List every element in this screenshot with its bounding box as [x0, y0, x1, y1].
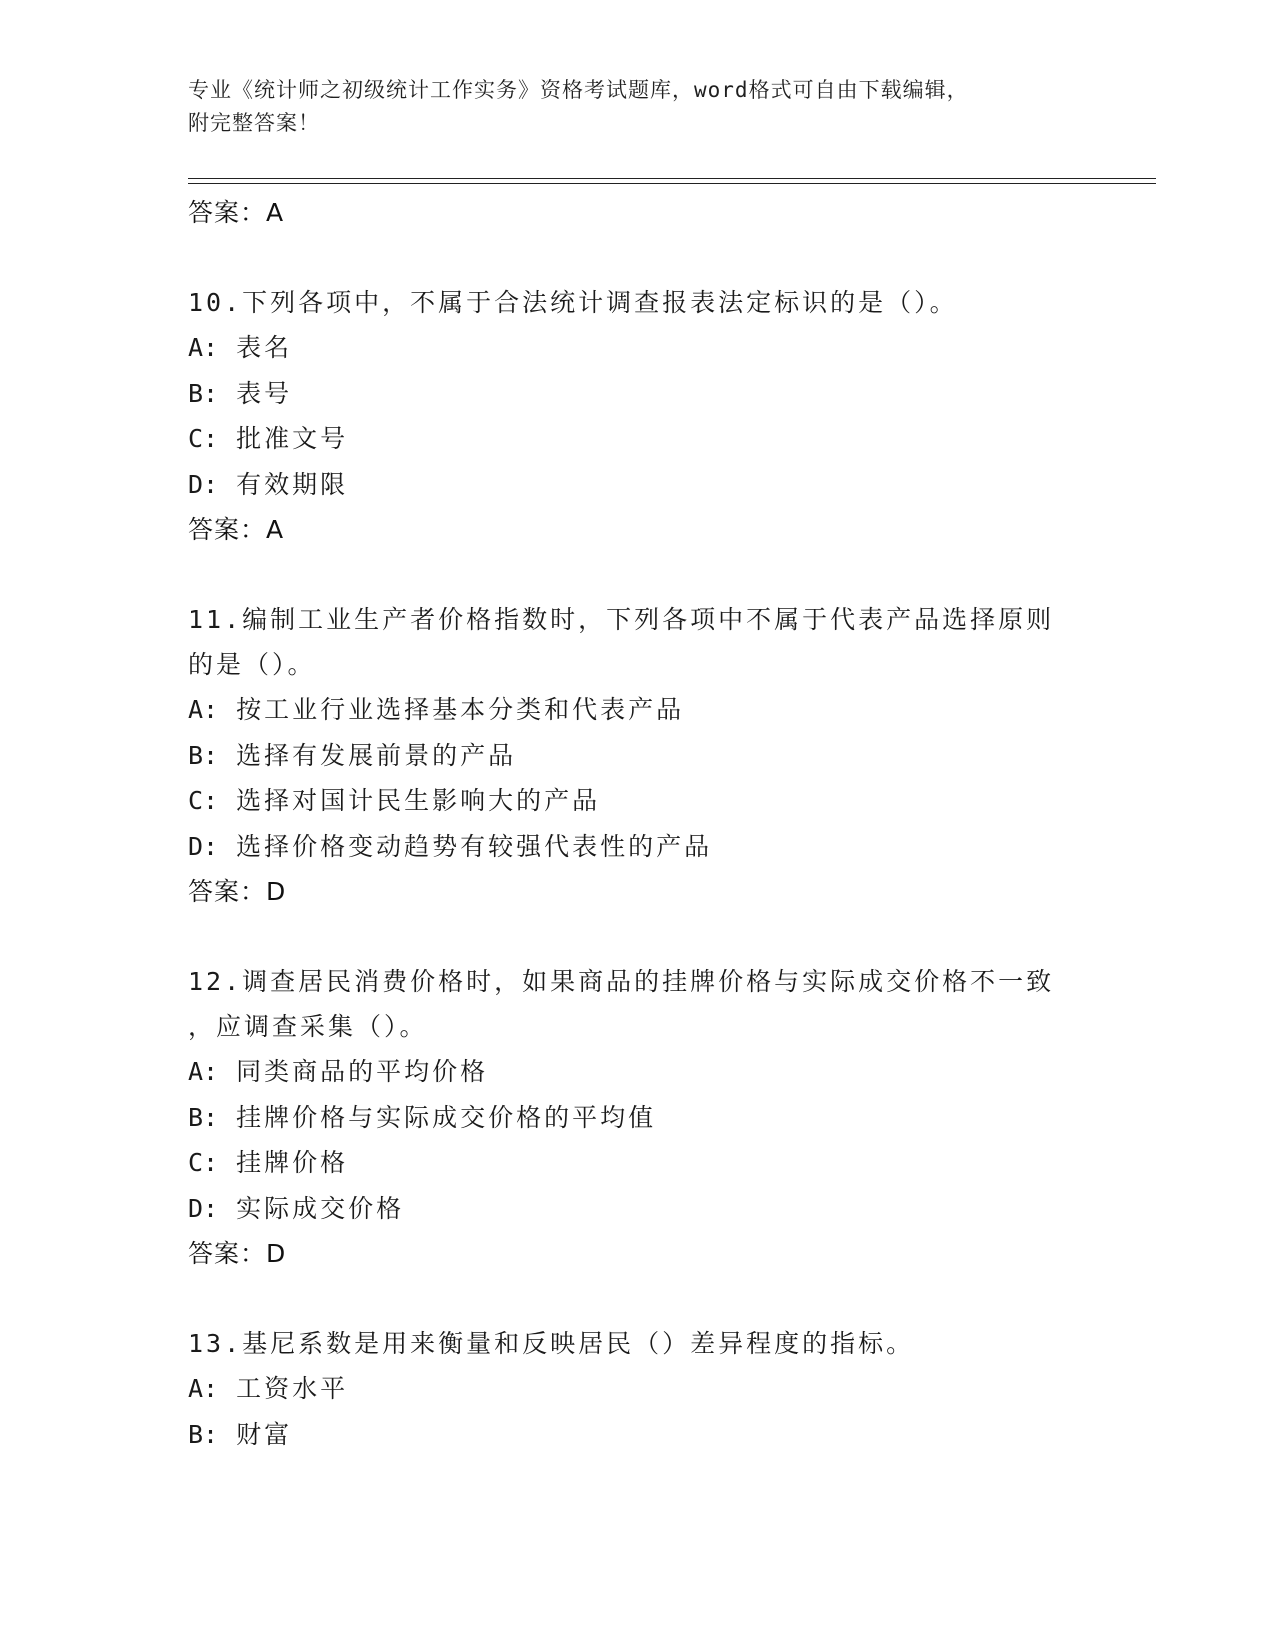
question-stem-line-1: 12.调查居民消费价格时，如果商品的挂牌价格与实际成交价格不一致 [188, 967, 1055, 996]
option-a [188, 1366, 1088, 1412]
option-b [188, 1095, 1088, 1141]
option-a [188, 1049, 1088, 1095]
option-text: 表名 [236, 333, 293, 362]
question-stem: 13.基尼系数是用来衡量和反映居民（）差异程度的指标。 [188, 1329, 915, 1358]
option-letter: D: [188, 1193, 219, 1223]
answer-value: D [266, 1239, 287, 1268]
option-letter: A: [188, 1057, 219, 1086]
option-letter: C: [188, 786, 219, 815]
question-12 [188, 959, 1088, 1276]
question-11 [188, 597, 1088, 914]
document-header [188, 74, 1088, 140]
option-text: 有效期限 [236, 469, 349, 499]
option-text: 选择对国计民生影响大的产品 [236, 786, 601, 815]
question-answer [188, 1231, 1088, 1276]
option-b [188, 1412, 1088, 1458]
option-letter: C: [188, 1148, 219, 1177]
option-text: 批准文号 [236, 424, 349, 453]
option-text: 挂牌价格与实际成交价格的平均值 [236, 1102, 657, 1132]
option-text: 挂牌价格 [236, 1148, 349, 1177]
option-letter: A: [188, 333, 219, 362]
option-c [188, 416, 1088, 462]
option-text: 选择价格变动趋势有较强代表性的产品 [236, 831, 713, 861]
question-answer [188, 507, 1088, 552]
question-list [188, 190, 1088, 1457]
answer-label: 答案： [188, 1239, 267, 1268]
answer-value: A [266, 198, 285, 227]
option-letter: B: [188, 1419, 219, 1449]
question-stem-line-1: 11.编制工业生产者价格指数时，下列各项中不属于代表产品选择原则 [188, 605, 1055, 634]
header-line-1: 专业《统计师之初级统计工作实务》资格考试题库，word格式可自由下载编辑， [188, 78, 969, 102]
question-answer [188, 869, 1088, 914]
option-text: 实际成交价格 [236, 1193, 405, 1223]
option-letter: D: [188, 831, 219, 861]
option-text: 表号 [236, 378, 293, 408]
option-a [188, 325, 1088, 371]
answer-label: 答案： [188, 198, 267, 227]
question-stem: 10.下列各项中，不属于合法统计调查报表法定标识的是（）。 [188, 288, 958, 317]
question-stem-line-2: 的是（）。 [188, 650, 316, 679]
option-letter: B: [188, 740, 219, 770]
answer-value: A [266, 515, 285, 544]
option-text: 财富 [236, 1419, 293, 1449]
question-13 [188, 1321, 1088, 1457]
option-b [188, 371, 1088, 417]
answer-label: 答案： [188, 515, 267, 544]
option-letter: B: [188, 378, 219, 408]
option-c [188, 1140, 1088, 1186]
answer-value: D [266, 877, 287, 906]
option-letter: A: [188, 695, 219, 724]
option-b [188, 733, 1088, 779]
header-divider-bottom [188, 183, 1156, 184]
option-a [188, 687, 1088, 733]
question-stem-line-2: ，应调查采集（）。 [188, 1012, 428, 1041]
question-10 [188, 280, 1088, 552]
option-d [188, 462, 1088, 508]
header-line-2: 附完整答案！ [188, 111, 320, 135]
option-d [188, 1186, 1088, 1232]
option-text: 按工业行业选择基本分类和代表产品 [236, 695, 685, 724]
option-text: 工资水平 [236, 1374, 349, 1403]
option-c [188, 778, 1088, 824]
option-letter: D: [188, 469, 219, 499]
previous-answer [188, 190, 1088, 235]
header-divider-top [188, 178, 1156, 179]
option-text: 同类商品的平均价格 [236, 1057, 489, 1086]
option-letter: B: [188, 1102, 219, 1132]
option-letter: C: [188, 424, 219, 453]
option-d [188, 824, 1088, 870]
option-letter: A: [188, 1374, 219, 1403]
answer-label: 答案： [188, 877, 267, 906]
option-text: 选择有发展前景的产品 [236, 740, 517, 770]
